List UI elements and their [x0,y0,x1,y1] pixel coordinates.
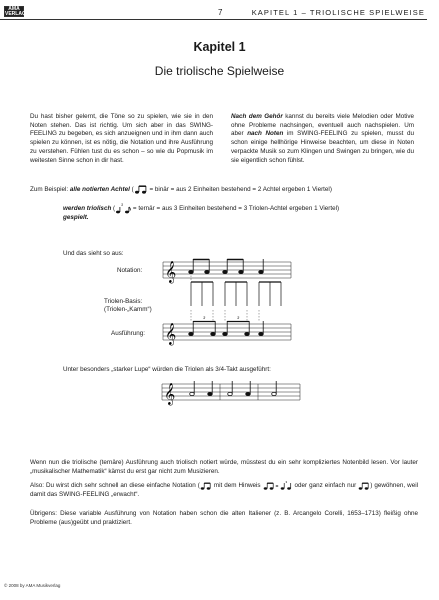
paragraph-italian-history: Übrigens: Diese variable Ausführung von Notation haben schon die alten Italiener (z. B. Arcangelo Corelli, 1653–1713) fleißig ohne Probleme (aus)geübt und praktiziert. [30,510,418,526]
page-number: 7 [218,8,223,17]
chapter-title: Kapitel 1 [193,40,246,54]
example-notated-emphasis: alle notierten Achtel [69,186,130,194]
p2-text-c: oder ganz einfach nur [292,482,359,490]
intro-right-text-2: im SWING-FEELING zu spielen, musst du schon einige hellhörige Hinweise beachten, um diese in Noten verpackte Musik so zum Klingen und Swingen zu bringen, wie du sie eigentlich schon fühlst. [231,130,414,164]
triplet-number: 3 [203,315,206,320]
intro-left-column: Du hast bisher gelernt, die Töne so zu spielen, wie sie in den Noten stehen. Das ist richtig. Um sich aber in das SWING-FEELING zu begeben, es sich anzueignen und in ihm dann auch spielen zu können, ist es nötig, die Notation und ihre Ausführung zu verstehen. Fühlen tust du es schon – so wie du Popmusik im weitesten Sinne schon in dir hast. [30,113,213,164]
label-triplet-basis: Triolen-Basis: [104,298,143,305]
swing-equals-triplet-icon [263,481,293,490]
treble-clef-icon: 𝄞 [165,261,177,283]
triplet-number: 3 [237,315,240,320]
paragraph-swing-notation [30,481,418,500]
staff-ausfuehrung [163,315,293,348]
intro-right-text-1: kannst du bereits viele Melodien oder Motive ohne Probleme nachsingen, eventuell auch nachspielen. Um aber [231,113,414,138]
svg-text:=: = [275,484,278,490]
example-played-rest: = ternär = aus 3 Einheiten bestehend = 3 Triolen-Achtel ergeben 1 Viertel) [131,205,340,213]
svg-text:3: 3 [121,203,124,207]
eighth-pair-icon [358,482,370,490]
example-line-notated: Zum Beispiel: alle notierten Achtel ( = binär = aus 2 Einheiten bestehend = 2 Achtel ergeben 1 Viertel) [30,186,332,194]
copyright-footer: © 2008 by AMA Musikverlag [4,583,61,588]
triplet-comb [163,280,293,322]
label-notation: Notation: [117,267,143,274]
paragraph-notation-complexity: Wenn nun die triolische (ternäre) Ausführung auch triolisch notiert würde, müsstest du ein sehr kompliziertes Notenbild lesen. Vor lauter „musikalischer Mathematik“ kämst du erst gar nicht zum Musizieren. [30,459,418,475]
eighth-pair-icon [200,482,212,490]
label-ausfuehrung: Ausführung: [111,330,145,337]
example-played-emphasis: werden triolisch [63,205,112,213]
triplet-quarter-eighth-icon [115,203,131,214]
intro-right-emphasis-2: nach Noten [247,130,284,138]
staff-three-four [162,376,302,408]
example-notated-rest: = binär = aus 2 Einheiten bestehend = 2 Achtel ergeben 1 Viertel) [147,186,332,194]
example-line-played: werden triolisch ( 3 = ternär = aus 3 Einheiten bestehend = 3 Triolen-Achtel ergeben 1 Viertel) gespielt. [63,203,340,221]
triplet-group-1 [191,282,213,306]
p2-text-d: ) gewöhnen, weil damit das SWING-FEELING „erwacht“. [30,482,418,498]
p2-text-a: Also: Du wirst dich sehr schnell an diese einfache Notation ( [30,482,200,490]
intro-right-emphasis: Nach dem Gehör [231,113,283,120]
label-triplet-comb: (Triolen-„Kamm“) [104,306,152,313]
notation-intro: Und das sieht so aus: [63,250,124,257]
running-title: KAPITEL 1 – TRIOLISCHE SPIELWEISE [251,8,425,17]
intro-right-column [231,113,414,165]
eighth-pair-icon [134,185,148,194]
p2-text-b: mit dem Hinweis [211,482,263,490]
svg-text:3: 3 [285,480,287,484]
publisher-logo: AMA VERLAG [5,6,26,17]
example-played-tail: gespielt. [63,214,89,221]
example-prefix: Zum Beispiel: [30,186,70,194]
magnify-caption: Unter besonders „starker Lupe“ würden die Triolen als 3/4-Takt ausgeführt: [63,366,271,373]
treble-clef-icon: 𝄞 [165,323,177,345]
chapter-subtitle: Die triolische Spielweise [154,64,285,78]
treble-clef-icon: 𝄞 [164,383,176,405]
header-rule [0,19,427,20]
